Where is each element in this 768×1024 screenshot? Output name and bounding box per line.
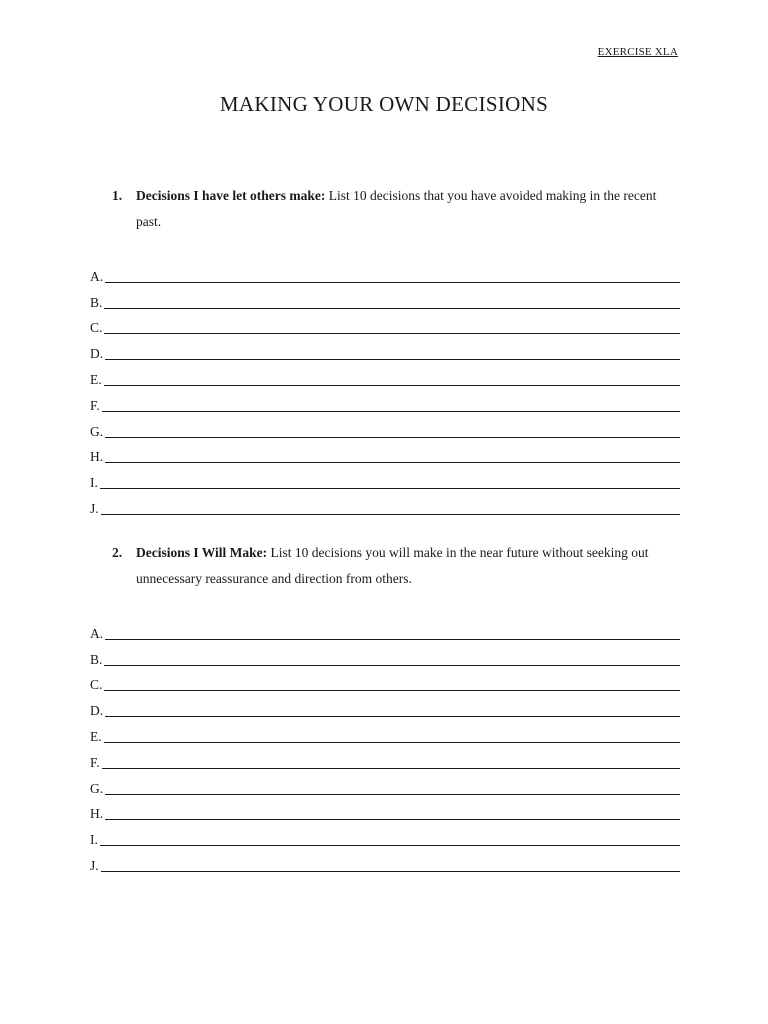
answer-line-h[interactable] — [90, 440, 680, 466]
answer-blank[interactable] — [105, 345, 680, 360]
answer-line-c[interactable] — [90, 668, 680, 694]
answer-blank[interactable] — [101, 857, 680, 872]
section-instruction: List 10 decisions you will make in the near future without seeking out unnecessary reassurance and direction from others. — [136, 545, 649, 586]
answer-letter: D. — [90, 346, 104, 362]
answer-line-b[interactable] — [90, 285, 680, 311]
answer-letter: H. — [90, 806, 104, 822]
answer-blank[interactable] — [105, 702, 680, 717]
answer-line-j[interactable] — [90, 491, 680, 517]
answer-blank[interactable] — [105, 268, 680, 283]
answer-letter: B. — [90, 651, 103, 667]
answer-line-f[interactable] — [90, 388, 680, 414]
answer-blank[interactable] — [104, 728, 680, 743]
answer-list — [90, 259, 680, 517]
section-instruction: List 10 decisions that you have avoided making in the recent past. — [136, 188, 657, 229]
exercise-label: EXERCISE XLA — [597, 46, 678, 58]
section-prompt — [90, 540, 680, 592]
section-decisions-let-others-make — [90, 183, 680, 517]
answer-line-e[interactable] — [90, 362, 680, 388]
answer-letter: G. — [90, 423, 104, 439]
answer-letter: D. — [90, 703, 104, 719]
answer-blank[interactable] — [101, 500, 680, 515]
section-decisions-i-will-make — [90, 540, 680, 874]
answer-letter: G. — [90, 780, 104, 796]
answer-letter: J. — [90, 857, 99, 873]
answer-blank[interactable] — [102, 397, 680, 412]
answer-blank[interactable] — [105, 625, 680, 640]
answer-letter: J. — [90, 500, 99, 516]
answer-line-e[interactable] — [90, 719, 680, 745]
answer-line-g[interactable] — [90, 414, 680, 440]
answer-line-g[interactable] — [90, 771, 680, 797]
answer-blank[interactable] — [100, 474, 680, 489]
answer-letter: A. — [90, 268, 104, 284]
answer-letter: C. — [90, 320, 103, 336]
section-prompt — [90, 183, 680, 235]
answer-line-a[interactable] — [90, 616, 680, 642]
answer-line-h[interactable] — [90, 797, 680, 823]
answer-letter: I. — [90, 475, 98, 491]
answer-line-i[interactable] — [90, 822, 680, 848]
answer-list — [90, 616, 680, 874]
answer-line-d[interactable] — [90, 693, 680, 719]
answer-blank[interactable] — [105, 805, 680, 820]
answer-letter: F. — [90, 397, 100, 413]
section-number: 2. — [112, 545, 123, 560]
answer-line-f[interactable] — [90, 745, 680, 771]
answer-letter: A. — [90, 625, 104, 641]
page-title: MAKING YOUR OWN DECISIONS — [219, 92, 549, 116]
answer-blank[interactable] — [104, 319, 680, 334]
answer-blank[interactable] — [102, 754, 680, 769]
answer-letter: C. — [90, 677, 103, 693]
answer-line-c[interactable] — [90, 311, 680, 337]
answer-letter: I. — [90, 832, 98, 848]
answer-letter: E. — [90, 371, 102, 387]
answer-blank[interactable] — [104, 371, 680, 386]
answer-blank[interactable] — [104, 294, 680, 309]
answer-blank[interactable] — [105, 448, 680, 463]
answer-line-d[interactable] — [90, 336, 680, 362]
answer-blank[interactable] — [105, 780, 680, 795]
answer-blank[interactable] — [100, 831, 680, 846]
answer-line-j[interactable] — [90, 848, 680, 874]
answer-blank[interactable] — [105, 423, 680, 438]
answer-line-i[interactable] — [90, 465, 680, 491]
section-heading: Decisions I have let others make: — [136, 188, 326, 203]
answer-blank[interactable] — [104, 651, 680, 666]
section-number: 1. — [112, 188, 123, 203]
answer-line-a[interactable] — [90, 259, 680, 285]
section-heading: Decisions I Will Make: — [136, 545, 268, 560]
answer-line-b[interactable] — [90, 642, 680, 668]
answer-letter: B. — [90, 294, 103, 310]
answer-letter: F. — [90, 754, 100, 770]
answer-blank[interactable] — [104, 676, 680, 691]
answer-letter: H. — [90, 449, 104, 465]
answer-letter: E. — [90, 728, 102, 744]
